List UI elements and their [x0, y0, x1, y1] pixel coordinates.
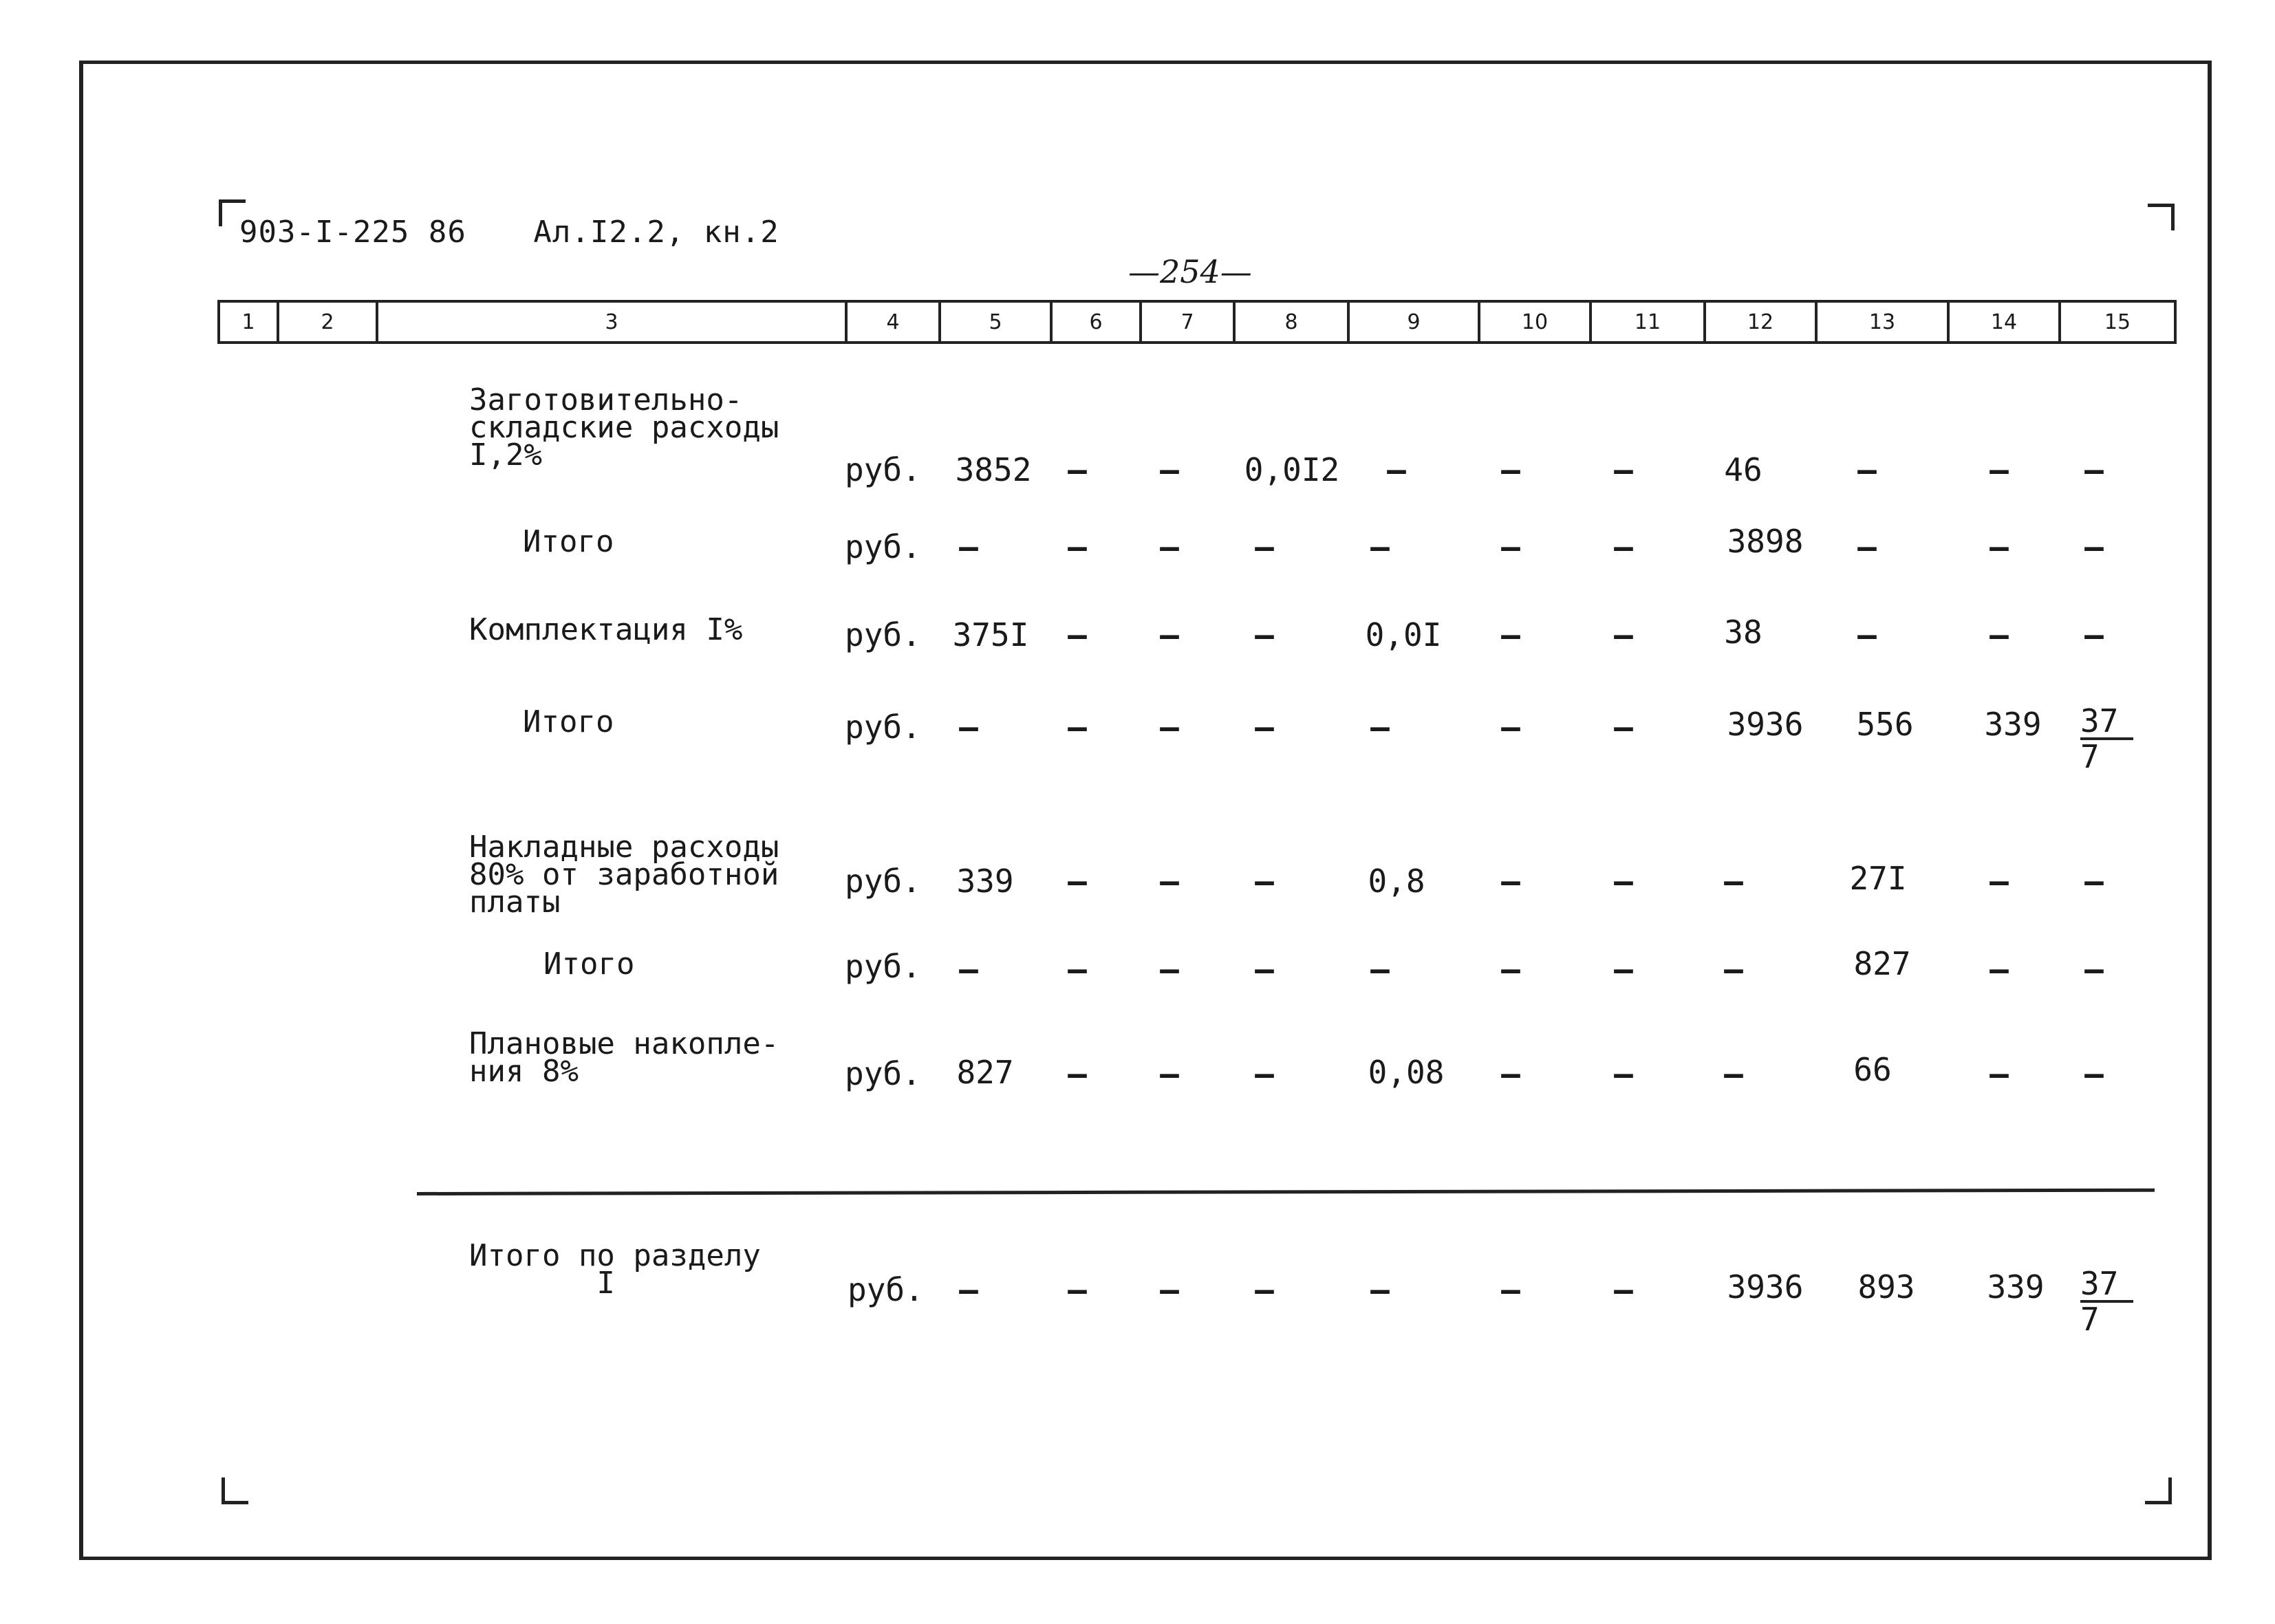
cell-col8: – [1255, 951, 1274, 988]
cell-col9: – [1387, 451, 1406, 488]
cell-col7: – [1160, 616, 1179, 653]
row-description: Плановые накопле- ния 8% [469, 1026, 779, 1089]
cell-col6: – [1068, 708, 1087, 746]
cell-col13: 556 [1856, 706, 1914, 743]
cell-col9: 0,8 [1368, 863, 1425, 900]
cell-col8: 0,0I2 [1244, 451, 1340, 488]
cell-col9: – [1370, 528, 1390, 565]
column-number-header [217, 300, 2177, 344]
cell-col11: – [1614, 863, 1633, 900]
column-header: 5 [941, 303, 1053, 341]
row-unit: руб. [845, 863, 921, 900]
cell-col8: – [1255, 708, 1274, 746]
cell-col10: – [1501, 708, 1520, 746]
row-unit: руб. [845, 451, 921, 488]
cell-col6: – [1068, 451, 1087, 488]
page-number: —254— [1128, 253, 1252, 290]
row-unit: руб. [845, 708, 921, 746]
project-code: 903-I-225 86 [239, 215, 466, 250]
cell-col11: – [1614, 528, 1633, 565]
cell-col11: – [1614, 951, 1633, 988]
cell-col13: – [1857, 616, 1877, 653]
column-header: 15 [2104, 310, 2131, 334]
cell-col11: – [1614, 1271, 1633, 1308]
cell-col11: – [1614, 1055, 1633, 1092]
cell-col15: – [2084, 616, 2104, 653]
cell-col6: – [1068, 951, 1087, 988]
cell-col13: 27I [1849, 860, 1907, 897]
row-description: Итого [523, 704, 614, 739]
cell-col14: 339 [1987, 1268, 2045, 1306]
cell-col5: – [959, 528, 978, 565]
cell-col5: 375I [952, 616, 1029, 653]
cell-col13: – [1857, 451, 1877, 488]
cell-col7: – [1160, 863, 1179, 900]
corner-mark-top-right [2148, 204, 2175, 230]
cell-col5: 3852 [955, 451, 1032, 488]
column-header: 12 [1706, 303, 1818, 341]
album-reference: Ал.I2.2, кн.2 [533, 215, 779, 250]
cell-col10: – [1501, 1055, 1520, 1092]
fraction-denominator: 7 [2080, 1301, 2100, 1338]
cell-col7: – [1160, 1271, 1179, 1308]
cell-col10: – [1501, 528, 1520, 565]
cell-col6: – [1068, 863, 1087, 900]
cell-col12: – [1724, 863, 1743, 900]
cell-col14: – [1990, 863, 2009, 900]
row-description: Накладные расходы 80% от заработной платы [469, 830, 779, 920]
cell-col5: – [959, 951, 978, 988]
cell-col14: – [1990, 1055, 2009, 1092]
cell-col12: 3936 [1727, 706, 1804, 743]
cell-col7: – [1160, 451, 1179, 488]
column-header: 13 [1818, 303, 1950, 341]
cell-col6: – [1068, 528, 1087, 565]
cell-col8: – [1255, 1271, 1274, 1308]
document-code [239, 215, 779, 250]
column-header: 11 [1592, 303, 1706, 341]
column-header: 2 [279, 303, 378, 341]
column-header: 8 [1236, 303, 1350, 341]
cell-col9: – [1370, 708, 1390, 746]
cell-col7: – [1160, 708, 1179, 746]
cell-col11: – [1614, 708, 1633, 746]
cell-col9: – [1370, 951, 1390, 988]
cell-col14: – [1990, 528, 2009, 565]
column-header: 10 [1480, 303, 1592, 341]
row-description: Итого по разделу I [469, 1238, 761, 1301]
cell-col12: 3936 [1727, 1268, 1804, 1306]
cell-col8: – [1255, 1055, 1274, 1092]
column-header: 9 [1350, 303, 1480, 341]
cell-col8: – [1255, 863, 1274, 900]
corner-mark-bottom-left [222, 1477, 248, 1504]
cell-col5: – [959, 708, 978, 746]
cell-col13: 893 [1857, 1268, 1915, 1306]
cell-col11: – [1614, 616, 1633, 653]
column-header: 4 [848, 303, 941, 341]
cell-col9: 0,0I [1365, 616, 1442, 653]
cell-col6: – [1068, 1055, 1087, 1092]
cell-col14: – [1990, 616, 2009, 653]
cell-col9: 0,08 [1368, 1054, 1445, 1091]
cell-col14: 339 [1984, 706, 2042, 743]
cell-col5: – [959, 1271, 978, 1308]
column-header: 7 [1142, 303, 1236, 341]
cell-col10: – [1501, 1271, 1520, 1308]
column-header: 3 [378, 303, 848, 341]
cell-col15: – [2084, 951, 2104, 988]
row-unit: руб. [845, 528, 921, 565]
cell-col15: – [2084, 451, 2104, 488]
cell-col7: – [1160, 1055, 1179, 1092]
cell-col14: – [1990, 451, 2009, 488]
row-unit: руб. [845, 948, 921, 985]
cell-col15: – [2084, 1055, 2104, 1092]
cell-col9: – [1370, 1271, 1390, 1308]
cell-col6: – [1068, 616, 1087, 653]
row-unit: руб. [845, 616, 921, 653]
row-description: Заготовительно- складские расходы I,2% [469, 382, 779, 473]
cell-col8: – [1255, 616, 1274, 653]
cell-col15-fraction [2080, 1267, 2133, 1336]
row-unit: руб. [848, 1271, 924, 1308]
fraction-denominator: 7 [2080, 738, 2100, 775]
cell-col10: – [1501, 616, 1520, 653]
cell-col12: – [1724, 951, 1743, 988]
column-header: 1 [220, 303, 279, 341]
row-description: Итого [543, 946, 635, 982]
row-description: Комплектация I% [469, 612, 743, 647]
column-header: 6 [1053, 303, 1142, 341]
cell-col15: – [2084, 863, 2104, 900]
fraction-numerator: 37 [2080, 704, 2133, 740]
cell-col10: – [1501, 863, 1520, 900]
cell-col15: – [2084, 528, 2104, 565]
cell-col13: – [1857, 528, 1877, 565]
cell-col11: – [1614, 451, 1633, 488]
cell-col12: 3898 [1727, 523, 1804, 560]
cell-col12: 38 [1724, 614, 1762, 651]
row-description: Итого [523, 524, 614, 559]
cell-col12: – [1724, 1055, 1743, 1092]
cell-col13: 827 [1853, 945, 1911, 982]
cell-col5: 827 [956, 1054, 1014, 1091]
cell-col8: – [1255, 528, 1274, 565]
cell-col7: – [1160, 528, 1179, 565]
cell-col10: – [1501, 951, 1520, 988]
cell-col5: 339 [956, 863, 1014, 900]
cell-col12: 46 [1724, 451, 1762, 488]
row-unit: руб. [845, 1055, 921, 1092]
cell-col13: 66 [1853, 1051, 1892, 1088]
cell-col15-fraction [2080, 704, 2133, 773]
fraction-numerator: 37 [2080, 1267, 2133, 1303]
cell-col10: – [1501, 451, 1520, 488]
cell-col14: – [1990, 951, 2009, 988]
cell-col7: – [1160, 951, 1179, 988]
corner-mark-bottom-right [2145, 1477, 2172, 1504]
cell-col6: – [1068, 1271, 1087, 1308]
column-header: 14 [1950, 303, 2061, 341]
